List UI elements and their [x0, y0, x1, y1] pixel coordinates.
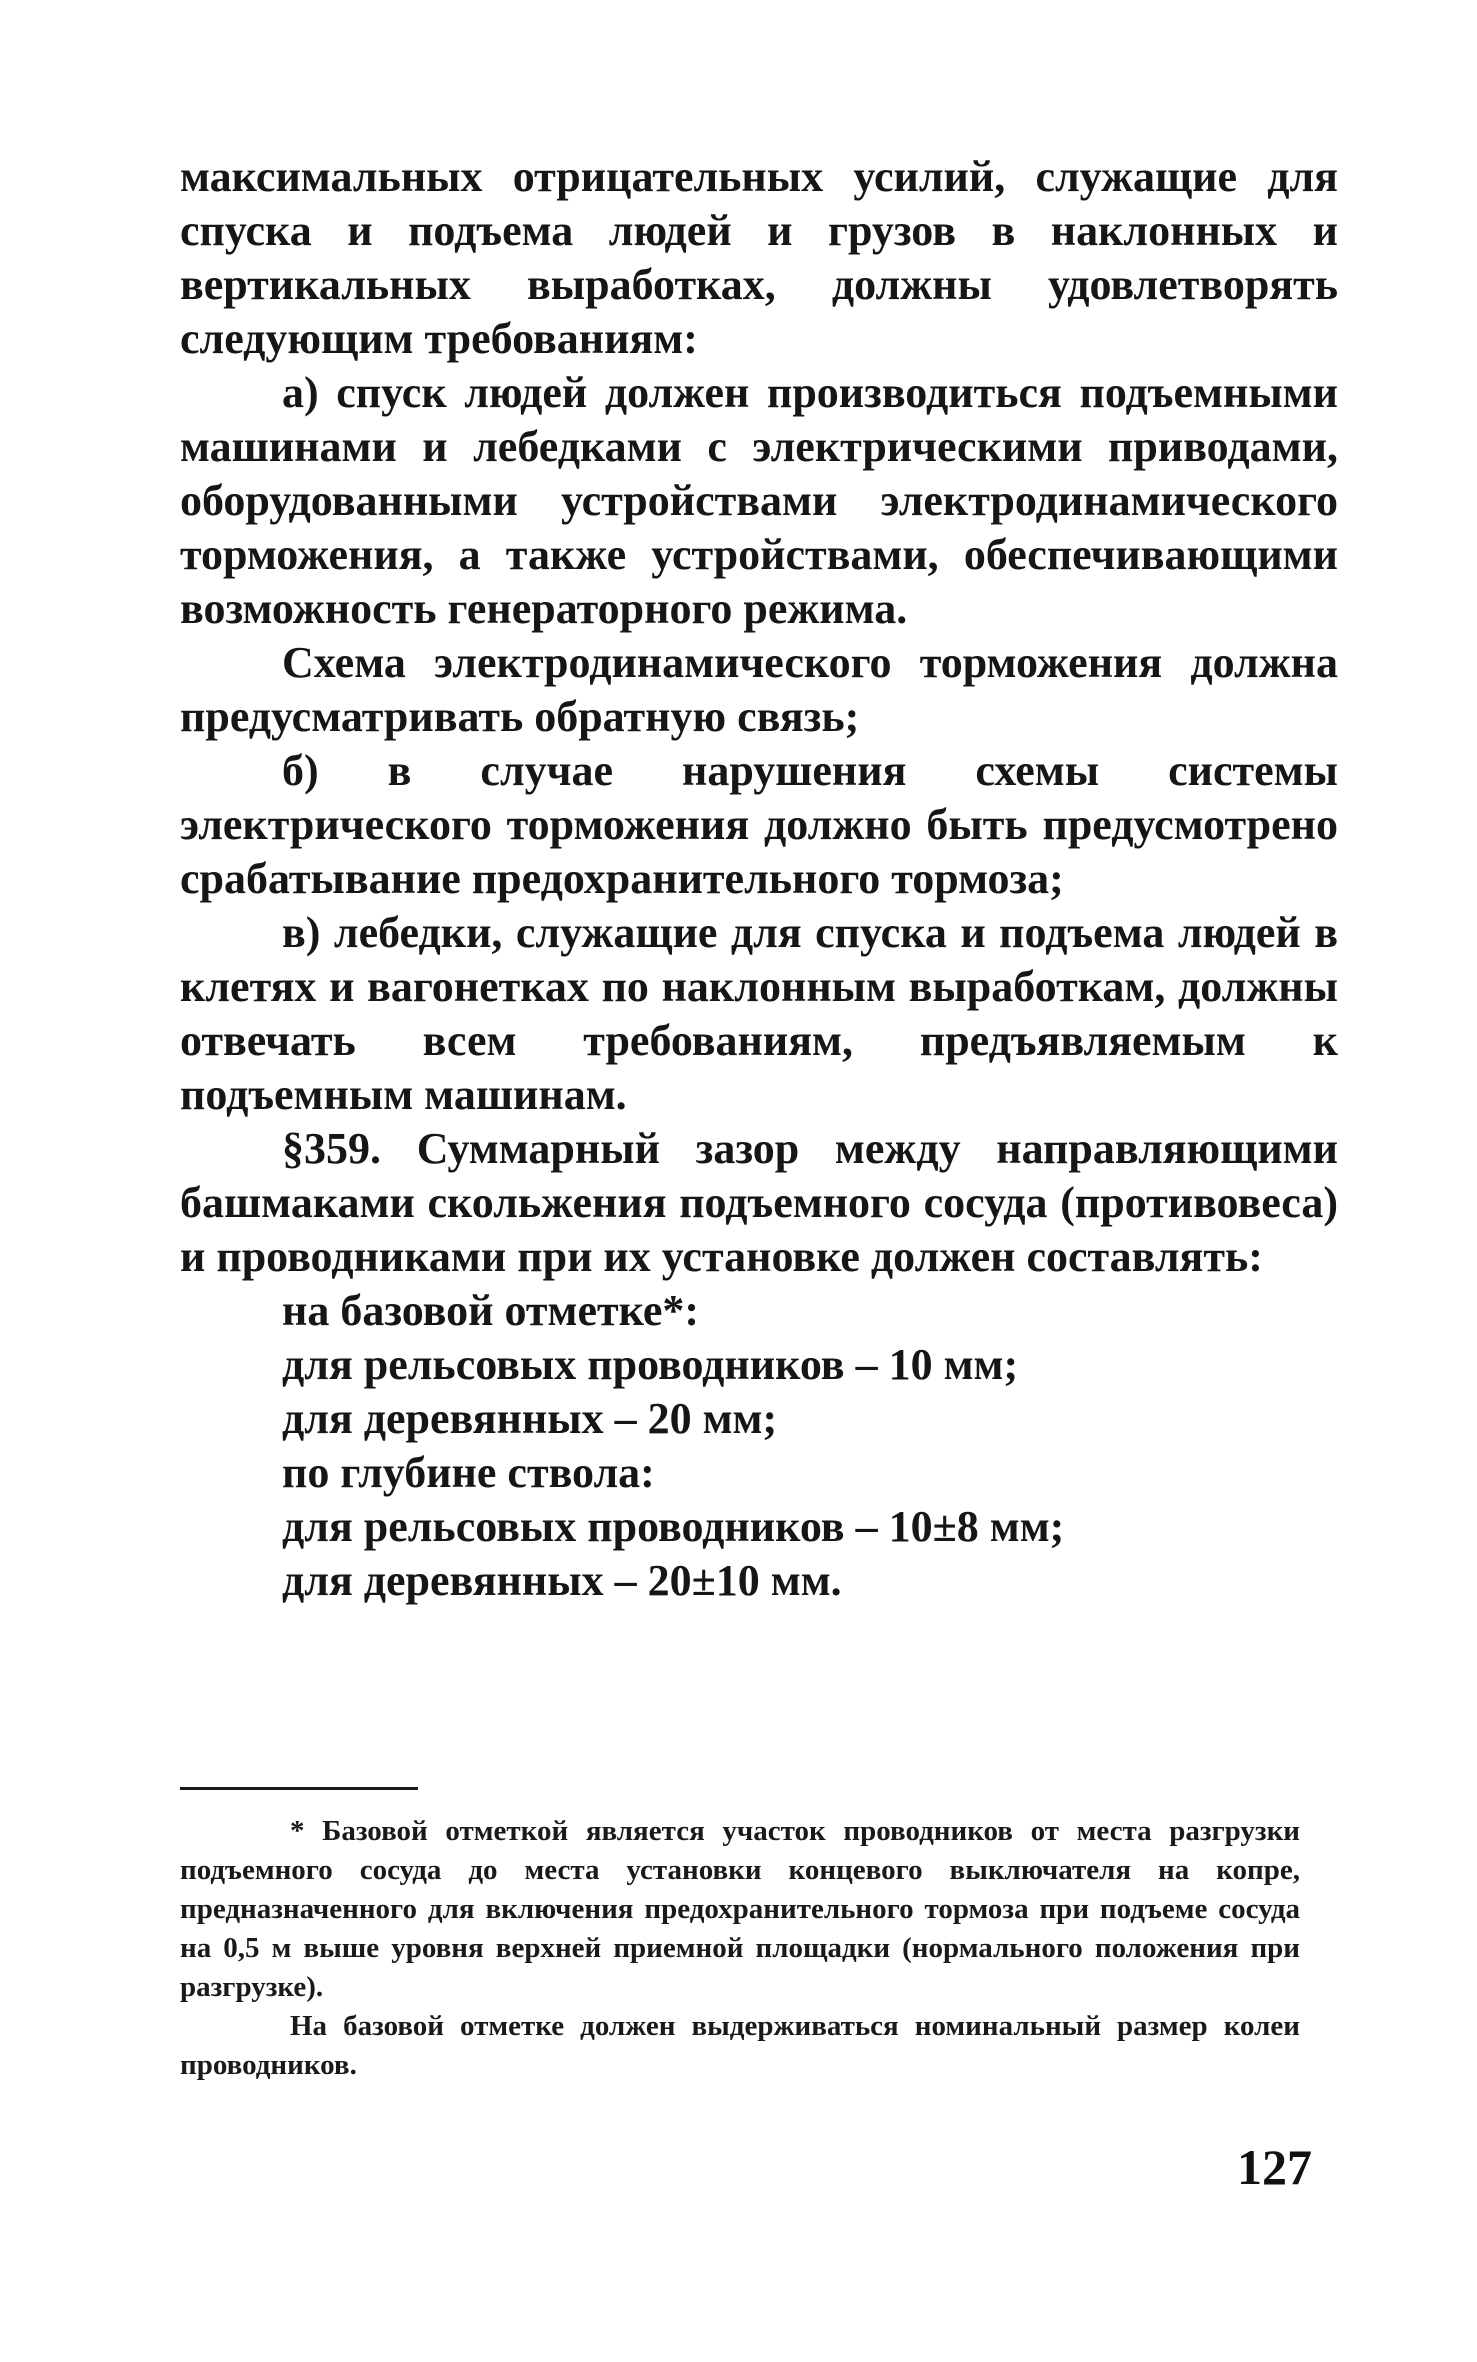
list-line: для деревянных – 20 мм; [282, 1394, 778, 1443]
footnotes [180, 1812, 1300, 2085]
list-line: для деревянных – 20±10 мм. [282, 1556, 842, 1605]
paragraph-item-v: в) лебедки, служащие для спуска и подъема людей в клетях и вагонетках по наклонным выработкам, должны отвечать всем требованиям, предъявляемым к подъемным машинам. [180, 908, 1338, 1119]
main-text [180, 150, 1338, 1608]
paragraph-item-b: б) в случае нарушения схемы системы электрического торможения должно быть предусмотрено срабатывание предохранительного тормоза; [180, 746, 1338, 903]
footnote-track-gauge: На базовой отметке должен выдерживаться номинальный размер колеи проводников. [180, 2010, 1300, 2081]
paragraph-braking-scheme: Схема электродинамического торможения должна предусматривать обратную связь; [180, 638, 1338, 741]
list-line: для рельсовых проводников – 10±8 мм; [282, 1502, 1065, 1551]
paragraph-continuation: максимальных отрицательных усилий, служащие для спуска и подъема людей и грузов в наклонных и вертикальных выработках, должны удовлетворять следующим требованиям: [180, 152, 1338, 363]
page-number: 127 [1237, 2139, 1312, 2195]
list-line: для рельсовых проводников – 10 мм; [282, 1340, 1019, 1389]
footnote-base-mark: * Базовой отметкой является участок проводников от места разгрузки подъемного сосуда до места установки концевого выключателя на копре, предназначенного для включения предохранительного тормоза при подъеме сосуда на 0,5 м выше уровня верхней приемной площадки (нормального положения при разгрузке). [180, 1815, 1300, 2003]
paragraph-item-a: а) спуск людей должен производиться подъемными машинами и лебедками с электрическими приводами, оборудованными устройствами электродинамического торможения, а также устройствами, обеспечивающими возможность генераторного режима. [180, 368, 1338, 633]
footnote-divider [180, 1787, 418, 1790]
list-line: на базовой отметке*: [282, 1286, 700, 1335]
paragraph-section-359: §359. Суммарный зазор между направляющими башмаками скольжения подъемного сосуда (противовеса) и проводниками при их установке должен составлять: [180, 1124, 1338, 1281]
list-line: по глубине ствола: [282, 1448, 655, 1497]
